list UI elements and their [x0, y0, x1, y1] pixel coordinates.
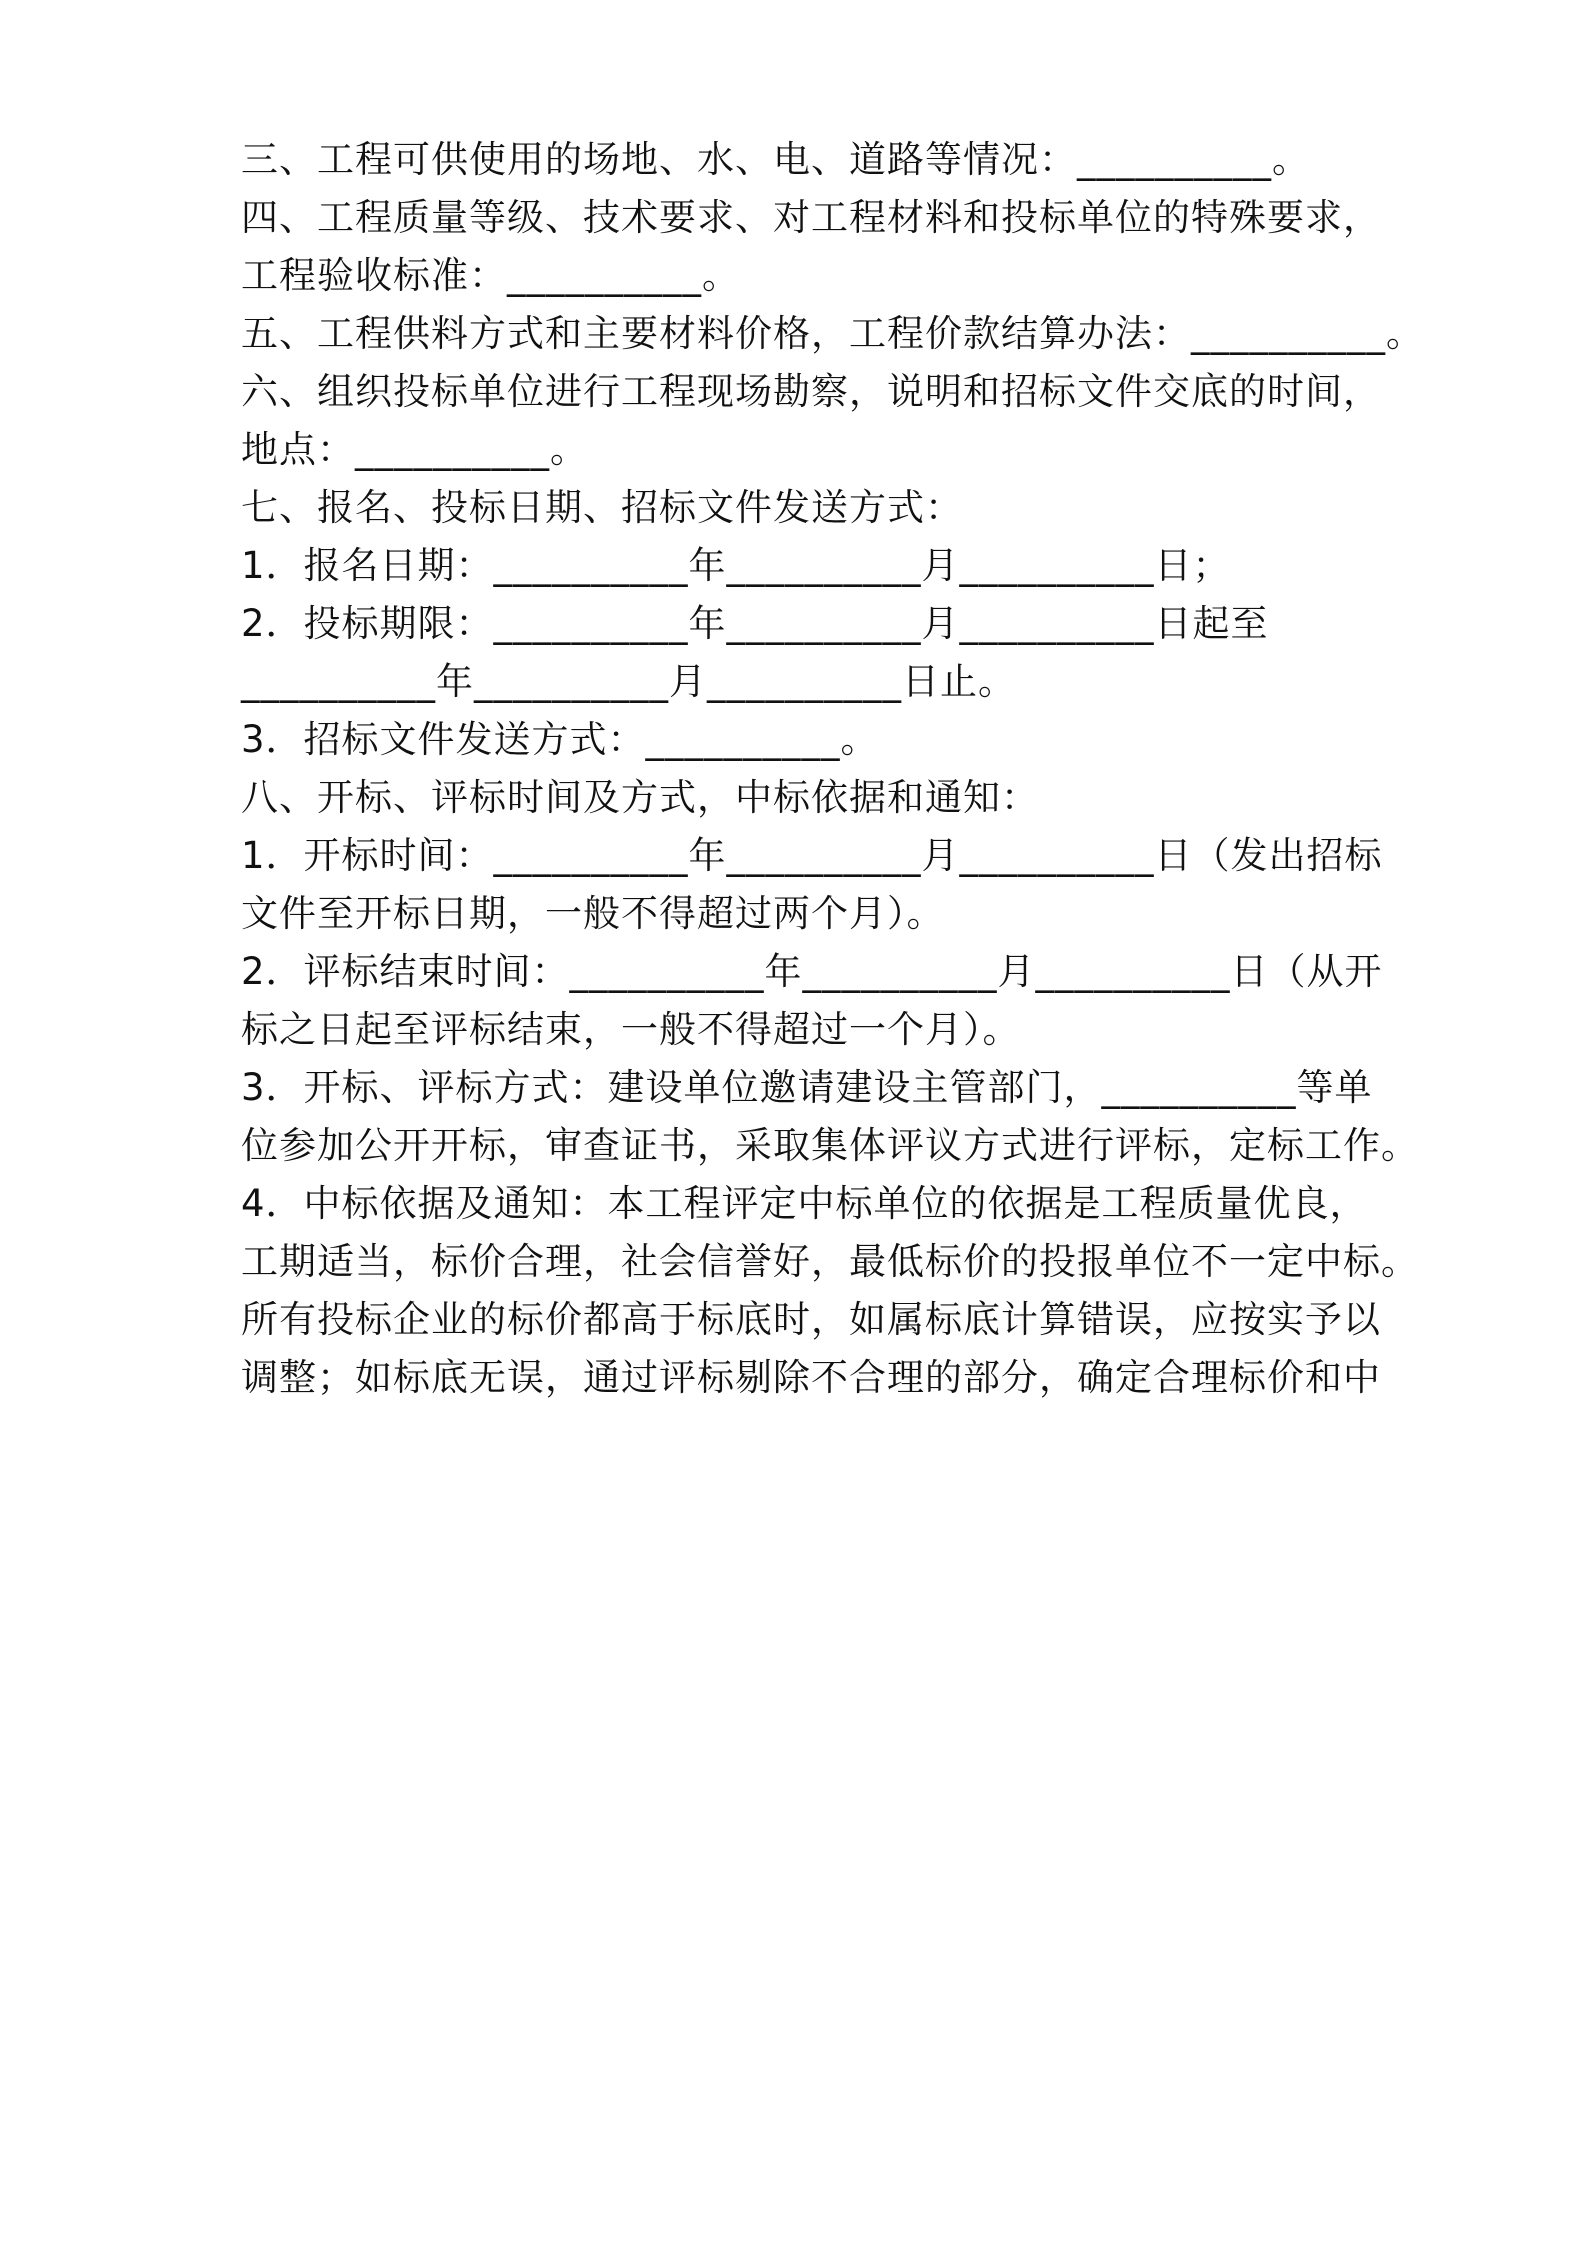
text-line-10: __________年__________月__________日止。: [241, 660, 1016, 703]
text-line-11: 3．招标文件发送方式：__________。: [241, 718, 879, 761]
text-line-5: 六、组织投标单位进行工程现场勘察，说明和招标文件交底的时间，: [241, 370, 1381, 413]
text-line-22: 调整；如标底无误，通过评标剔除不合理的部分，确定合理标价和中: [241, 1356, 1381, 1399]
text-line-3: 工程验收标准：__________。: [241, 254, 740, 297]
text-line-19: 4．中标依据及通知：本工程评定中标单位的依据是工程质量优良，: [241, 1182, 1368, 1225]
text-line-7: 七、报名、投标日期、招标文件发送方式：: [241, 486, 963, 529]
text-line-14: 文件至开标日期，一般不得超过两个月）。: [241, 892, 945, 935]
text-line-1: 三、工程可供使用的场地、水、电、道路等情况：__________。: [241, 138, 1310, 181]
text-line-13: 1．开标时间：__________年__________月__________日（发出招标: [241, 834, 1383, 877]
text-line-20: 工期适当，标价合理，社会信誉好，最低标价的投报单位不一定中标。: [241, 1240, 1419, 1283]
text-line-6: 地点：__________。: [241, 428, 588, 471]
text-line-21: 所有投标企业的标价都高于标底时，如属标底计算错误，应按实予以: [241, 1298, 1381, 1341]
text-line-17: 3．开标、评标方式：建设单位邀请建设主管部门，__________等单: [241, 1066, 1373, 1109]
text-line-4: 五、工程供料方式和主要材料价格，工程价款结算办法：__________。: [241, 312, 1424, 355]
text-line-9: 2．投标期限：__________年__________月__________日起至: [241, 602, 1269, 645]
text-line-16: 标之日起至评标结束，一般不得超过一个月）。: [241, 1008, 1021, 1051]
text-line-18: 位参加公开开标，审查证书，采取集体评议方式进行评标，定标工作。: [241, 1124, 1419, 1167]
text-line-15: 2．评标结束时间：__________年__________月__________日（从开: [241, 950, 1383, 993]
text-line-8: 1．报名日期：__________年__________月__________日；: [241, 544, 1231, 587]
text-line-2: 四、工程质量等级、技术要求、对工程材料和投标单位的特殊要求，: [241, 196, 1381, 239]
text-line-12: 八、开标、评标时间及方式，中标依据和通知：: [241, 776, 1039, 819]
